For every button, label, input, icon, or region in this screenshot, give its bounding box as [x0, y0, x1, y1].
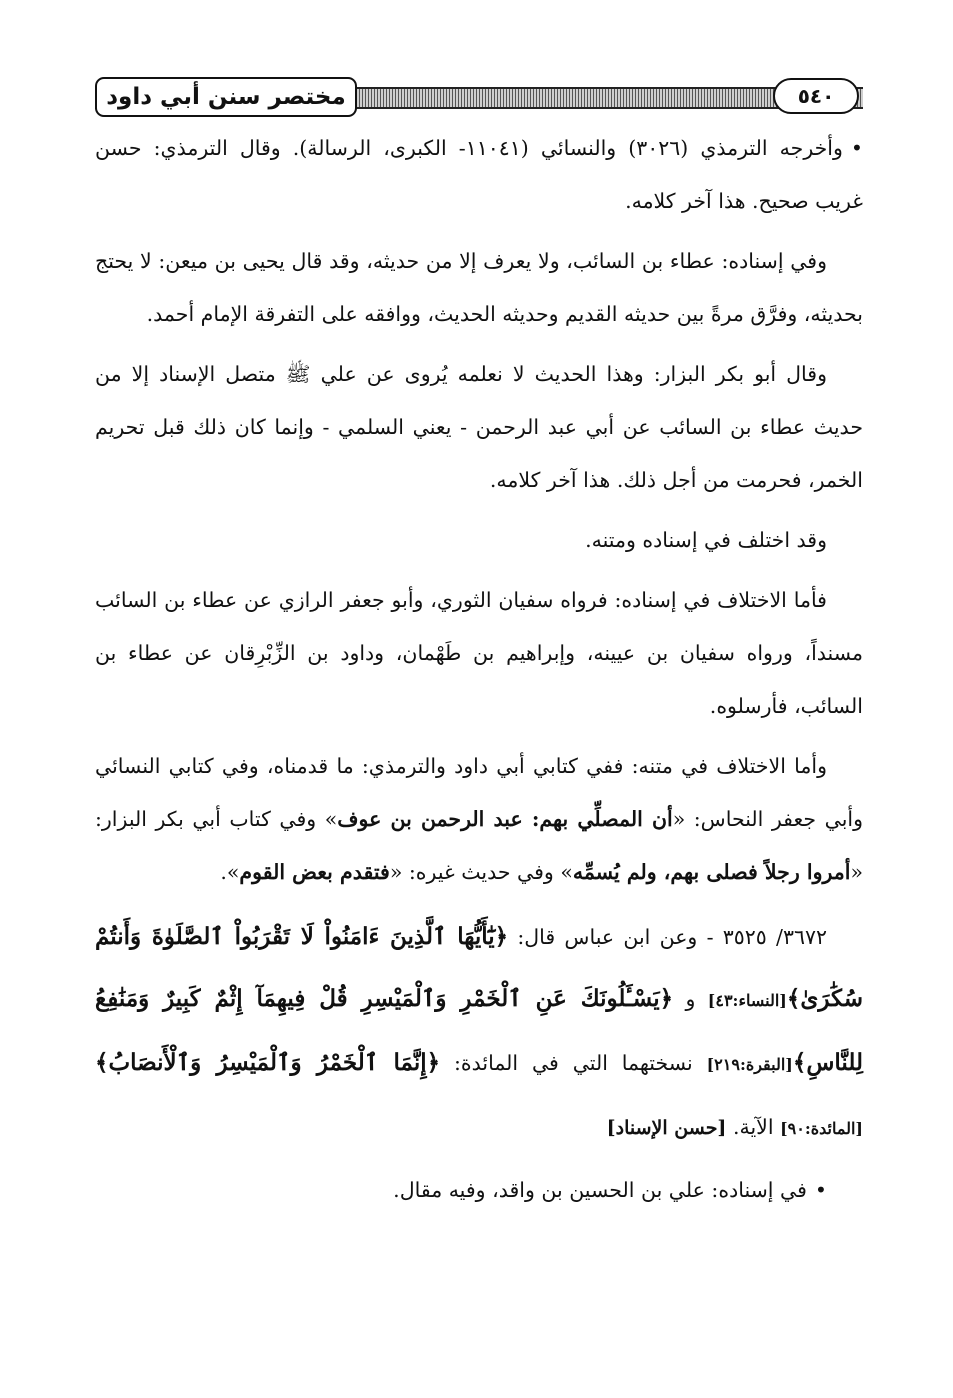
verse-reference: [البقرة:٢١٩]	[706, 1055, 793, 1074]
footnote	[95, 1164, 863, 1217]
quoted-text: أن المصلِّي بهم: عبد الرحمن بن عوف	[337, 807, 673, 831]
text-segment: وأما الاختلاف في متنه: ففي كتابي أبي داود والترمذي: ما قدمناه، وفي كتابي النسائي وأبي جعفر النحاس: «	[95, 754, 864, 831]
text-segment: » وفي كتاب أبي بكر البزار: «	[95, 807, 863, 884]
quran-verse: ﴿يَسْـَٔلُونَكَ عَنِ ٱلْخَمْرِ وَٱلْمَيْسِرِ قُلْ فِيهِمَآ إِثْمٌ كَبِيرٌ وَمَنَٰفِعُ لِلنَّاسِ﴾	[95, 985, 863, 1076]
footnote-text: في إسناده: علي بن الحسين بن واقد، وفيه مقال.	[393, 1178, 807, 1202]
page-body	[95, 122, 863, 1224]
hadith-number: ٣٦٧٢/ ٣٥٢٥	[722, 925, 827, 949]
quran-verse: ﴿إِنَّمَا ٱلْخَمْرُ وَٱلْمَيْسِرُ وَٱلْأَنصَابُ﴾	[95, 1049, 441, 1076]
paragraph-isnad: وفي إسناده: عطاء بن السائب، ولا يعرف إلا من حديثه، وقد قال يحيى بن ميعن: لا يحتج بحديثه، وفرَّق مرةً بين حديثه القديم وحديثه الحديث، ووافقه على التفرقة الإمام أحمد.	[95, 249, 863, 326]
quoted-text: أمروا رجلاً فصلى بهم، ولم يُسمِّه	[572, 860, 851, 884]
book-title-box	[95, 77, 357, 117]
bullet-icon: •	[814, 1178, 827, 1202]
hadith-intro: - وعن ابن عباس قال:	[508, 925, 723, 949]
paragraph-ikhtilaf: وقد اختلف في إسناده ومتنه.	[585, 528, 827, 552]
quran-verse: ﴿يَٰٓأَيُّهَا ٱلَّذِينَ ءَامَنُواْ لَا تَقْرَبُواْ ٱلصَّلَوٰةَ وَأَنتُمْ سُكَٰرَىٰ﴾	[95, 923, 863, 1012]
paragraph-takhrij	[95, 122, 863, 228]
paragraph-ikhtilaf-matn	[95, 740, 863, 899]
page-header	[95, 77, 863, 117]
text-segment: ».	[220, 860, 240, 884]
verse-reference: [النساء:٤٣]	[707, 991, 787, 1010]
page-number-box	[773, 78, 859, 114]
paragraph-text: وأخرجه الترمذي (٣٠٢٦) والنسائي (١١٠٤١- الكبرى، الرسالة). وقال الترمذي: حسن غريب صحيح. هذا آخر كلامه.	[95, 136, 863, 213]
page-number: ٥٤٠	[797, 84, 835, 108]
text-segment: » وفي حديث غيره: «	[389, 860, 573, 884]
hadith-grade: [حسن الإسناد]	[606, 1117, 727, 1139]
hadith-text: الآية.	[726, 1115, 781, 1139]
bullet-icon: •	[850, 136, 863, 160]
quoted-text: فتقدم بعض القوم	[239, 860, 390, 884]
verse-reference: [المائدة:٩٠]	[780, 1119, 863, 1138]
book-title: مختصر سنن أبي داود	[106, 84, 346, 110]
hadith-text: نسختهما التي في المائدة:	[440, 1051, 707, 1075]
conjunction: و	[673, 987, 708, 1011]
hadith-entry	[95, 906, 863, 1160]
paragraph-ikhtilaf-isnad: فأما الاختلاف في إسناده: فرواه سفيان الثوري، وأبو جعفر الرازي عن عطاء بن السائب مسنداً، ورواه سفيان بن عيينه، وإبراهيم بن طَهْمان، وداود بن الزِّبْرِقان عن عطاء بن السائب، فأرسلوه.	[95, 588, 863, 718]
paragraph-bazzar: وقال أبو بكر البزار: وهذا الحديث لا نعلمه يُروى عن علي ﷺ متصل الإسناد إلا من حديث عطاء بن السائب عن أبي عبد الرحمن - يعني السلمي - وإنما كان ذلك قبل تحريم الخمر، فحرمت من أجل ذلك. هذا آخر كلامه.	[95, 362, 863, 492]
